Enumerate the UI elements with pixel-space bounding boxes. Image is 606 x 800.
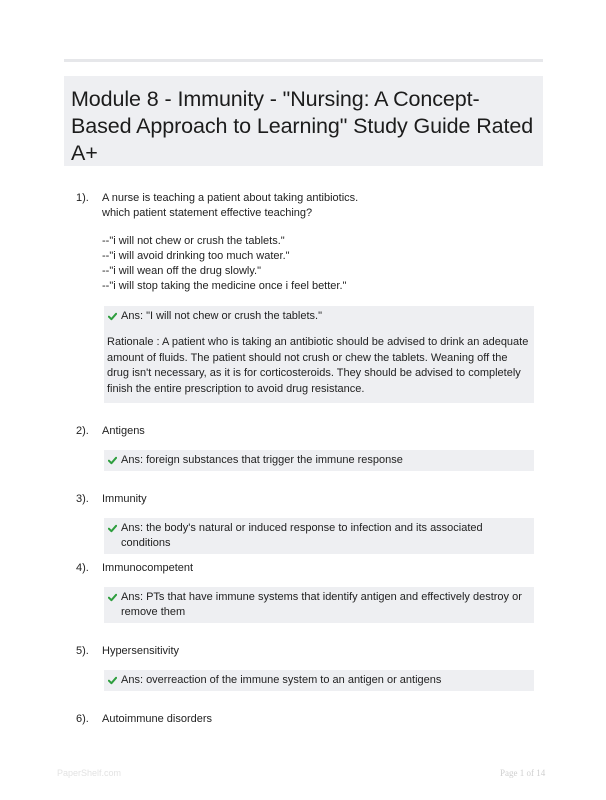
answer-text: Ans: foreign substances that trigger the immune response <box>121 454 403 466</box>
question-text: Immunocompetent <box>102 562 194 574</box>
check-icon <box>108 676 117 685</box>
page-number: Page 1 of 14 <box>500 768 546 778</box>
question-text: Immunity <box>102 493 147 505</box>
question-number: 1). <box>76 192 89 204</box>
question-text: Antigens <box>102 425 145 437</box>
question-number: 3). <box>76 493 89 505</box>
option-item: --"i will stop taking the medicine once i feel better." <box>102 280 347 292</box>
check-icon <box>108 456 117 465</box>
answer-box <box>104 450 534 471</box>
answer-box <box>104 518 534 554</box>
top-divider <box>64 59 543 62</box>
question-number: 4). <box>76 562 89 574</box>
option-item: --"i will not chew or crush the tablets." <box>102 235 285 247</box>
question-text: A nurse is teaching a patient about taking antibiotics. <box>102 192 359 204</box>
title-banner <box>64 76 543 166</box>
answer-text: Ans: "I will not chew or crush the tablets." <box>121 310 323 322</box>
question-text: which patient statement effective teaching? <box>102 207 313 219</box>
answer-box <box>104 670 534 691</box>
rationale-text: Rationale : A patient who is taking an antibiotic should be advised to drink an adequate amount of fluids. The patient should not crush or chew the tablets. Weaning off the drug isn't necessary, as it is for corticosteroids. They should be advised to completely finish the entire prescription to avoid drug resistance. <box>107 336 529 395</box>
option-list <box>102 234 534 294</box>
check-icon <box>108 593 117 602</box>
question-text: Hypersensitivity <box>102 645 180 657</box>
check-icon <box>108 312 117 321</box>
question-text: Autoimmune disorders <box>102 713 213 725</box>
answer-text: Ans: PTs that have immune systems that identify antigen and effectively destroy or remove them <box>121 591 522 618</box>
answer-text: Ans: the body's natural or induced response to infection and its associated conditions <box>121 522 483 549</box>
page-title: Module 8 - Immunity - "Nursing: A Concept-Based Approach to Learning" Study Guide Rated A+ <box>71 87 534 165</box>
question-number: 6). <box>76 713 89 725</box>
answer-text: Ans: overreaction of the immune system to an antigen or antigens <box>121 674 442 686</box>
answer-box <box>104 587 534 623</box>
question-number: 2). <box>76 425 89 437</box>
footer-watermark: PaperShelf.com <box>57 768 122 778</box>
option-item: --"i will wean off the drug slowly." <box>102 265 262 277</box>
check-icon <box>108 524 117 533</box>
question-number: 5). <box>76 645 89 657</box>
answer-box <box>104 306 534 403</box>
option-item: --"i will avoid drinking too much water." <box>102 250 290 262</box>
